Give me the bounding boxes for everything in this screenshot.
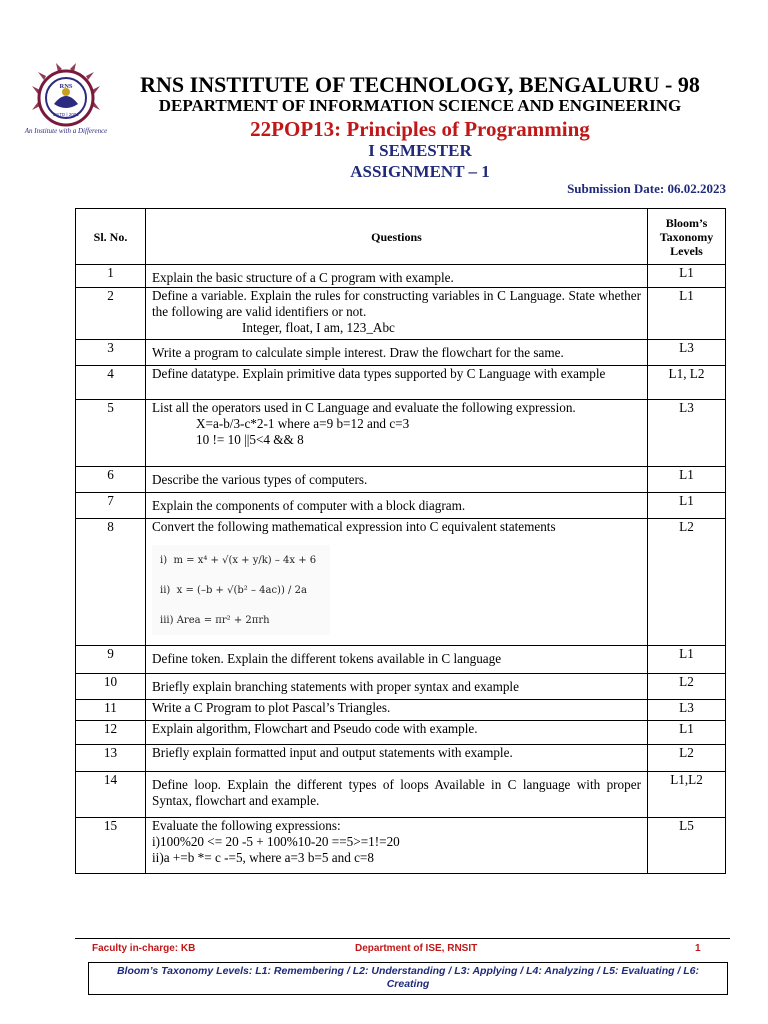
row-sl-no: 10 <box>76 674 146 700</box>
row-sl-no: 3 <box>76 340 146 366</box>
table-row <box>76 400 726 467</box>
row-question: Briefly explain branching statements with proper syntax and example <box>146 674 648 700</box>
row-sl-no: 5 <box>76 400 146 467</box>
row-sl-no: 13 <box>76 745 146 772</box>
logo-tagline: An Institute with a Difference <box>24 127 108 135</box>
table-row <box>76 721 726 745</box>
row-sl-no: 15 <box>76 818 146 874</box>
row-sl-no: 2 <box>76 288 146 340</box>
course-title: 22POP13: Principles of Programming <box>250 117 590 141</box>
row-level: L1 <box>648 493 726 519</box>
assignment-table <box>75 208 726 874</box>
row-level: L2 <box>648 519 726 646</box>
table-row <box>76 519 726 646</box>
row-sl-no: 9 <box>76 646 146 674</box>
row-level: L2 <box>648 674 726 700</box>
table-row <box>76 745 726 772</box>
row-question: Write a C Program to plot Pascal’s Triangles. <box>146 700 648 721</box>
row-level: L3 <box>648 700 726 721</box>
row-question: Explain the basic structure of a C program with example. <box>146 265 648 288</box>
logo-text: RNS <box>59 83 73 90</box>
table-row <box>76 340 726 366</box>
row-sl-no: 4 <box>76 366 146 400</box>
row-question: Explain algorithm, Flowchart and Pseudo code with example. <box>146 721 648 745</box>
row-level: L1 <box>648 467 726 493</box>
row-level: L3 <box>648 340 726 366</box>
row-level: L1,L2 <box>648 772 726 818</box>
row-sl-no: 1 <box>76 265 146 288</box>
footer-faculty: Faculty in-charge: KB <box>92 943 196 954</box>
row-sl-no: 6 <box>76 467 146 493</box>
row-level: L5 <box>648 818 726 874</box>
header-questions: Questions <box>146 209 648 265</box>
row-level: L3 <box>648 400 726 467</box>
row-level: L1 <box>648 646 726 674</box>
row-question: Define token. Explain the different tokens available in C language <box>146 646 648 674</box>
footer-divider <box>75 938 730 939</box>
row-level: L1 <box>648 721 726 745</box>
submission-date: Submission Date: 06.02.2023 <box>567 181 726 196</box>
table-row <box>76 467 726 493</box>
row-level: L1 <box>648 288 726 340</box>
table-row <box>76 700 726 721</box>
header-sl-no: Sl. No. <box>76 209 146 265</box>
row-question: Define datatype. Explain primitive data types supported by C Language with example <box>146 366 648 400</box>
row-level: L1, L2 <box>648 366 726 400</box>
table-row <box>76 646 726 674</box>
table-row <box>76 818 726 874</box>
row-question: Convert the following mathematical expression into C equivalent statements i) m = x⁴ + √(x + y/k) – 4x + 6 ii) x = (–b + √(b² – 4ac)) / 2a iii) Area = πr² + 2πrh <box>146 519 648 646</box>
row-sl-no: 7 <box>76 493 146 519</box>
footer-department: Department of ISE, RNSIT <box>355 943 478 954</box>
row-question: Briefly explain formatted input and output statements with example. <box>146 745 648 772</box>
row-sl-no: 8 <box>76 519 146 646</box>
row-question: List all the operators used in C Language and evaluate the following expression. X=a-b/3-c*2-1 where a=9 b=12 and c=3 10 != 10 ||5<4 && 8 <box>146 400 648 467</box>
table-row <box>76 674 726 700</box>
row-question: Explain the components of computer with a block diagram. <box>146 493 648 519</box>
table-row <box>76 366 726 400</box>
row-level: L1 <box>648 265 726 288</box>
row-level: L2 <box>648 745 726 772</box>
logo-estd: ESTD | 2001 <box>53 112 79 117</box>
row-sl-no: 11 <box>76 700 146 721</box>
table-row <box>76 493 726 519</box>
row-question: Evaluate the following expressions: i)100%20 <= 20 -5 + 100%10-20 ==5>=1!=20 ii)a +=b *= c -=5, where a=3 b=5 and c=8 <box>146 818 648 874</box>
table-row <box>76 265 726 288</box>
row-question: Define loop. Explain the different types of loops Available in C language with proper Syntax, flowchart and example. <box>146 772 648 818</box>
semester-label: I SEMESTER <box>368 141 472 160</box>
footer-page-number: 1 <box>695 943 701 954</box>
row-question: Describe the various types of computers. <box>146 467 648 493</box>
row-question: Write a program to calculate simple interest. Draw the flowchart for the same. <box>146 340 648 366</box>
assignment-label: ASSIGNMENT – 1 <box>350 162 490 181</box>
department-name: DEPARTMENT OF INFORMATION SCIENCE AND ENGINEERING <box>158 96 682 115</box>
header-blooms: Bloom’s Taxonomy Levels <box>648 209 726 265</box>
table-row <box>76 288 726 340</box>
math-expressions-image: i) m = x⁴ + √(x + y/k) – 4x + 6 ii) x = (–b + √(b² – 4ac)) / 2a iii) Area = πr² + 2πrh <box>152 545 330 635</box>
footer-blooms-note: Bloom’s Taxonomy Levels: L1: Remembering / L2: Understanding / L3: Applying / L4: Analyzing / L5: Evaluating / L6: Creating <box>88 962 728 995</box>
institute-name: RNS INSTITUTE OF TECHNOLOGY, BENGALURU - 98 <box>140 72 700 97</box>
row-question: Define a variable. Explain the rules for constructing variables in C Language. State whether the following are valid identifiers or not. Integer, float, I am, 123_Abc <box>146 288 648 340</box>
row-sl-no: 14 <box>76 772 146 818</box>
table-row <box>76 772 726 818</box>
row-sl-no: 12 <box>76 721 146 745</box>
